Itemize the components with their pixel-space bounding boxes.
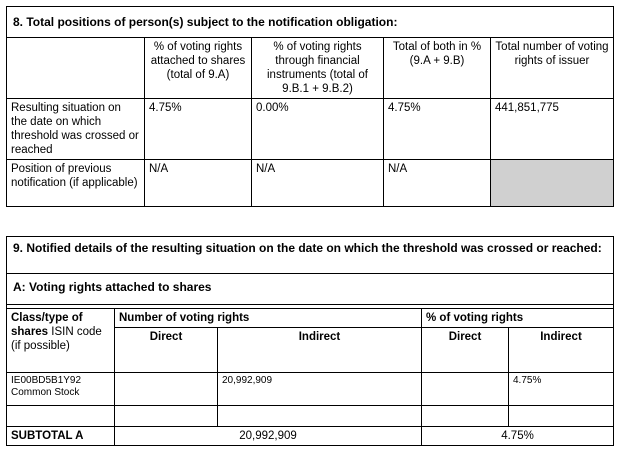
cell-value: 4.75% (145, 99, 252, 160)
header-percent-direct: Direct (422, 328, 509, 373)
cell-value: 4.75% (384, 99, 491, 160)
percent-indirect-cell: 4.75% (509, 373, 614, 406)
empty-cell (509, 406, 614, 427)
number-indirect-cell: 20,992,909 (218, 373, 422, 406)
table-row (7, 406, 614, 427)
table-row (7, 373, 614, 406)
table-row (7, 99, 614, 160)
shaded-cell (491, 160, 614, 207)
class-type-label: Class/type of shares (11, 312, 83, 338)
header-voting-rights-shares: % of voting rights attached to shares (total of 9.A) (145, 38, 252, 99)
header-percent-indirect: Indirect (509, 328, 614, 373)
subtotal-row (7, 427, 614, 446)
header-number-indirect: Indirect (218, 328, 422, 373)
empty-corner-cell (7, 38, 145, 99)
row-label-previous-notification: Position of previous notification (if applicable) (7, 160, 145, 207)
section-8-table (6, 6, 614, 207)
header-number-direct: Direct (115, 328, 218, 373)
header-total-both: Total of both in % (9.A + 9.B) (384, 38, 491, 99)
subtotal-number: 20,992,909 (115, 427, 422, 446)
cell-value: 441,851,775 (491, 99, 614, 160)
row-label-resulting-situation: Resulting situation on the date on which threshold was crossed or reached (7, 99, 145, 160)
header-total-voting-rights-issuer: Total number of voting rights of issuer (491, 38, 614, 99)
empty-cell (422, 406, 509, 427)
section-9-table (6, 236, 614, 446)
subtotal-percent: 4.75% (422, 427, 614, 446)
empty-cell (115, 406, 218, 427)
section-9a-subtitle: A: Voting rights attached to shares (7, 274, 614, 305)
table-row (7, 160, 614, 207)
section-8-title: 8. Total positions of person(s) subject to the notification obligation: (7, 7, 614, 38)
cell-value: 0.00% (252, 99, 384, 160)
header-class-type-shares (7, 309, 115, 373)
isin-code-label: ISIN code (if possible) (11, 326, 102, 352)
empty-cell (218, 406, 422, 427)
header-voting-rights-instruments: % of voting rights through financial instruments (total of 9.B.1 + 9.B.2) (252, 38, 384, 99)
cell-value: N/A (384, 160, 491, 207)
subtotal-label: SUBTOTAL A (7, 427, 115, 446)
header-percent-voting-rights: % of voting rights (422, 309, 614, 328)
share-class-cell: IE00BD5B1Y92 Common Stock (7, 373, 115, 406)
number-direct-cell (115, 373, 218, 406)
empty-cell (7, 406, 115, 427)
cell-value: N/A (252, 160, 384, 207)
percent-direct-cell (422, 373, 509, 406)
section-9-title: 9. Notified details of the resulting situation on the date on which the threshold was crossed or reached: (7, 237, 614, 274)
header-number-voting-rights: Number of voting rights (115, 309, 422, 328)
cell-value: N/A (145, 160, 252, 207)
